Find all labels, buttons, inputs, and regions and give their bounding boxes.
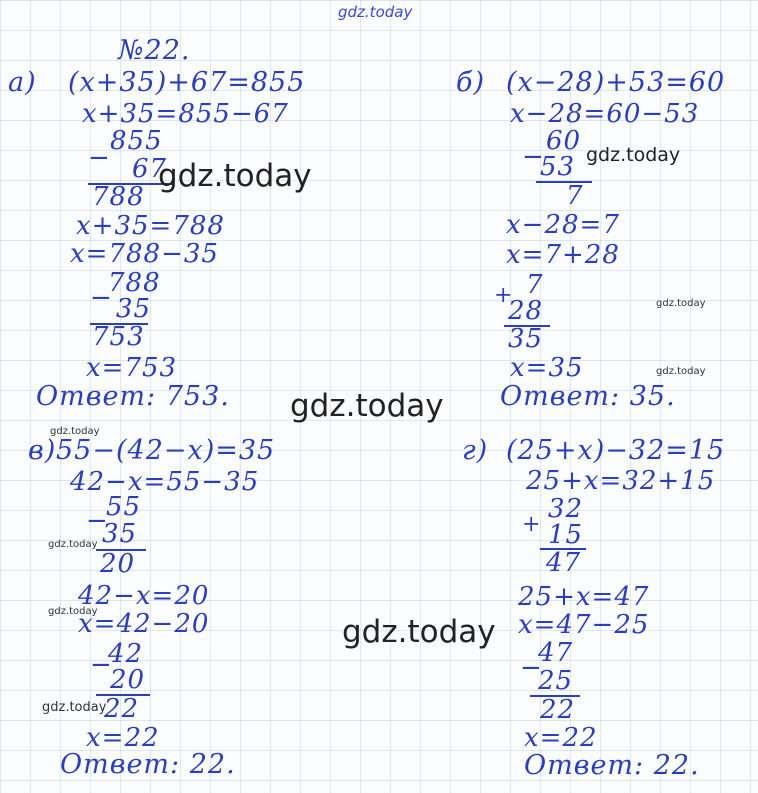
part-a-column-top: 788 — [108, 268, 161, 298]
part-b-column-bottom: 53 — [540, 152, 576, 182]
part-v-column-top: 42 — [108, 639, 144, 669]
part-v-step: 42−x=55−35 — [70, 467, 260, 497]
part-b-column-top: 7 — [526, 270, 544, 300]
part-v-answer-x: x=22 — [86, 723, 160, 753]
part-v-equation: 55−(42−x)=35 — [56, 435, 276, 466]
part-g-step: 25+x=47 — [518, 582, 650, 612]
watermark: gdz.today — [290, 388, 444, 424]
part-b-column-result: 35 — [508, 324, 544, 354]
part-v-step: x=42−20 — [78, 609, 210, 639]
watermark: gdz.today — [342, 614, 496, 650]
watermark: gdz.today — [42, 700, 107, 715]
part-a-column-bottom: 67 — [132, 154, 168, 184]
part-g-column-sign: + — [522, 512, 542, 537]
part-v-column-bottom: 20 — [110, 665, 146, 695]
part-b-column-top: 60 — [546, 126, 582, 156]
part-v-label: в) — [28, 435, 57, 466]
part-a-column-bottom: 35 — [116, 294, 152, 324]
watermark: gdz.today — [48, 606, 98, 617]
part-b-answer: Ответ: 35. — [500, 381, 676, 412]
part-a-step: x=788−35 — [70, 239, 219, 269]
part-g-step: 25+x=32+15 — [526, 466, 716, 496]
part-g-label: г) — [462, 435, 489, 466]
problem-number: №22. — [118, 35, 191, 66]
part-a-column-sign: − — [90, 283, 113, 313]
part-g-column-bottom: 25 — [538, 666, 574, 696]
part-g-step: x=47−25 — [518, 610, 650, 640]
part-g-answer: Ответ: 22. — [524, 750, 700, 781]
part-b-label: б) — [456, 67, 486, 98]
part-v-column-result: 20 — [100, 549, 136, 579]
part-b-column-sign: + — [494, 283, 514, 308]
watermark: gdz.today — [50, 426, 100, 437]
part-b-step: x=7+28 — [506, 240, 620, 270]
part-v-answer: Ответ: 22. — [60, 749, 236, 780]
watermark: gdz.today — [586, 144, 681, 166]
part-g-answer-x: x=22 — [524, 723, 598, 753]
part-a-column-result: 753 — [92, 322, 145, 352]
watermark: gdz.today — [158, 158, 312, 194]
part-g-column-sign: − — [520, 653, 543, 683]
part-v-column-sign: − — [90, 650, 113, 680]
watermark: gdz.today — [48, 539, 98, 550]
part-a-step: x+35=788 — [76, 211, 225, 241]
part-g-column-bottom: 15 — [548, 520, 584, 550]
part-b-step: x−28=60−53 — [510, 99, 700, 129]
part-v-column-bottom: 35 — [102, 519, 138, 549]
part-b-equation: (x−28)+53=60 — [506, 67, 726, 98]
part-b-column-result: 7 — [566, 181, 584, 211]
part-b-column-sign: − — [522, 142, 545, 172]
part-b-column-bottom: 28 — [508, 296, 544, 326]
part-v-column-result: 22 — [104, 694, 140, 724]
part-g-column-result: 22 — [540, 695, 576, 725]
part-a-equation: (x+35)+67=855 — [68, 67, 306, 98]
watermark: gdz.today — [656, 366, 706, 377]
part-a-column-top: 855 — [110, 126, 163, 156]
part-g-column-top: 32 — [548, 494, 584, 524]
part-a-column-sign: − — [88, 143, 111, 173]
part-v-column-top: 55 — [106, 492, 142, 522]
part-b-answer-x: x=35 — [510, 353, 584, 383]
part-b-column-rule — [536, 181, 592, 183]
part-g-equation: (25+x)−32=15 — [506, 435, 726, 466]
part-g-column-result: 47 — [546, 548, 582, 578]
part-b-step: x−28=7 — [506, 210, 620, 240]
part-v-step: 42−x=20 — [78, 581, 210, 611]
part-a-step: x+35=855−67 — [82, 99, 289, 129]
part-a-label: а) — [8, 67, 37, 98]
part-g-column-top: 47 — [538, 638, 574, 668]
watermark-top: gdz.today — [338, 3, 413, 21]
part-a-column-result: 788 — [92, 182, 145, 212]
part-a-answer: Ответ: 753. — [36, 381, 230, 412]
watermark: gdz.today — [656, 298, 706, 309]
part-v-column-sign: − — [86, 506, 109, 536]
part-a-answer-x: x=753 — [86, 353, 178, 383]
